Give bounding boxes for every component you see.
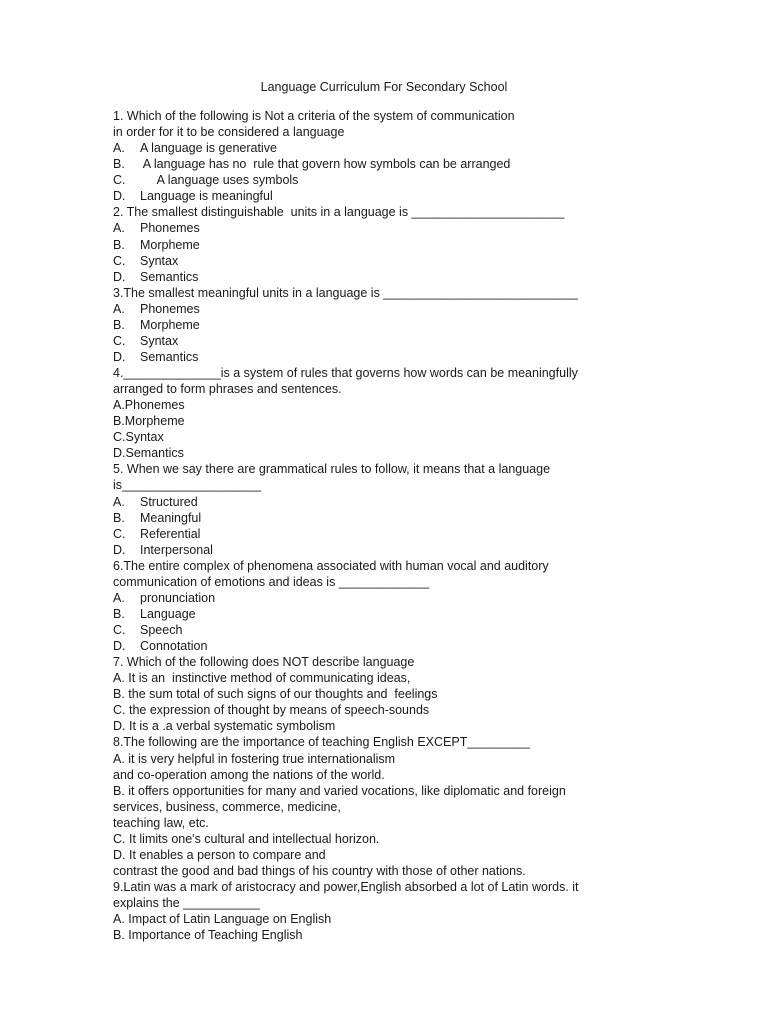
option-letter: D. — [113, 639, 126, 654]
option-letter: C. — [113, 623, 126, 637]
option-text: Referential — [140, 526, 201, 541]
option-text: Syntax — [140, 253, 179, 268]
option-letter: B. — [113, 606, 125, 621]
option-text: Phonemes — [140, 221, 200, 236]
question-8-option-a-cont: and co-operation among the nations of the world. — [113, 767, 385, 782]
option-letter: C. — [113, 526, 126, 541]
question-6-option-b — [113, 606, 673, 622]
question-3-text: 3.The smallest meaningful units in a language is ____________________________ — [113, 285, 578, 300]
option-letter: D. — [113, 542, 126, 557]
question-3-option-d — [113, 349, 673, 365]
question-2-option-b — [113, 237, 673, 253]
option-text: Syntax — [140, 333, 179, 348]
question-5-text: 5. When we say there are grammatical rules to follow, it means that a language — [113, 462, 551, 477]
option-letter: B. — [113, 237, 125, 252]
question-8-text: 8.The following are the importance of teaching English EXCEPT_________ — [113, 735, 530, 750]
question-6-option-a — [113, 590, 673, 606]
option-text: Connotation — [140, 639, 208, 654]
option-text: Language — [140, 606, 196, 621]
option-text: Semantics — [140, 349, 199, 364]
question-list — [113, 108, 673, 943]
question-4-option-a: A.Phonemes — [113, 398, 185, 413]
question-8-option-c: C. It limits one's cultural and intellectual horizon. — [113, 831, 380, 846]
question-5-option-a — [113, 494, 673, 510]
question-7-option-d: D. It is a .a verbal systematic symbolism — [113, 719, 336, 734]
option-letter: A. — [113, 590, 125, 605]
question-8-option-d: D. It enables a person to compare and — [113, 847, 326, 862]
option-text: Meaningful — [140, 510, 202, 525]
question-4-option-c: C.Syntax — [113, 430, 164, 445]
question-5-text-cont: is____________________ — [113, 478, 262, 493]
option-text: Language is meaningful — [140, 189, 273, 204]
document-title: Language Curriculum For Secondary School — [260, 80, 508, 94]
question-7-text: 7. Which of the following does NOT describe language — [113, 655, 415, 670]
question-8-option-d-cont: contrast the good and bad things of his country with those of other nations. — [113, 863, 526, 878]
option-letter: B. — [113, 317, 125, 332]
question-2-option-a — [113, 220, 673, 236]
option-letter: D. — [113, 189, 126, 204]
option-text: Phonemes — [140, 301, 200, 316]
question-3-option-c — [113, 333, 673, 349]
option-text: Interpersonal — [140, 542, 213, 557]
option-text: Semantics — [140, 269, 199, 284]
option-text: A language is generative — [140, 141, 277, 156]
question-5-option-c — [113, 526, 673, 542]
option-letter: C. — [113, 253, 126, 268]
option-letter: B. — [113, 510, 125, 525]
question-6-text: 6.The entire complex of phenomena associated with human vocal and auditory — [113, 558, 549, 573]
option-letter: B. — [113, 157, 125, 172]
question-6-option-c — [113, 622, 673, 638]
option-letter: D. — [113, 349, 126, 364]
option-text: Morpheme — [140, 317, 200, 332]
question-7-option-b: B. the sum total of such signs of our thoughts and feelings — [113, 687, 438, 702]
option-letter: A. — [113, 494, 125, 509]
question-9-option-b: B. Importance of Teaching English — [113, 928, 303, 943]
option-text: pronunciation — [140, 590, 216, 605]
question-1-text: 1. Which of the following is Not a criteria of the system of communication — [113, 109, 515, 123]
question-8-option-b-cont-2: teaching law, etc. — [113, 815, 209, 830]
question-1-option-c — [113, 172, 673, 188]
question-9-option-a: A. Impact of Latin Language on English — [113, 912, 332, 927]
question-8-option-b-cont: services, business, commerce, medicine, — [113, 799, 341, 814]
question-1-text-cont: in order for it to be considered a language — [113, 125, 345, 140]
question-7-option-c: C. the expression of thought by means of speech-sounds — [113, 703, 430, 718]
option-text: Morpheme — [140, 237, 200, 252]
option-text: A language uses symbols — [140, 173, 299, 188]
question-1-option-d — [113, 188, 673, 204]
question-6-text-cont: communication of emotions and ideas is _____________ — [113, 574, 430, 589]
option-text: Speech — [140, 623, 183, 637]
question-4-option-d: D.Semantics — [113, 446, 184, 461]
question-1-option-a — [113, 140, 673, 156]
option-letter: A. — [113, 221, 125, 236]
question-8-option-b: B. it offers opportunities for many and varied vocations, like diplomatic and foreign — [113, 783, 566, 798]
question-5-option-d — [113, 542, 673, 558]
question-9-text-cont: explains the ___________ — [113, 896, 260, 911]
question-4-option-b: B.Morpheme — [113, 414, 185, 429]
question-3-option-a — [113, 301, 673, 317]
question-3-option-b — [113, 317, 673, 333]
question-8-option-a: A. it is very helpful in fostering true internationalism — [113, 751, 396, 766]
question-4-text: 4.______________is a system of rules that governs how words can be meaningfully — [113, 366, 578, 380]
question-2-text: 2. The smallest distinguishable units in a language is ______________________ — [113, 205, 565, 220]
option-text: A language has no rule that govern how symbols can be arranged — [140, 157, 511, 172]
option-letter: C. — [113, 333, 126, 348]
option-letter: A. — [113, 141, 125, 156]
question-7-option-a: A. It is an instinctive method of communicating ideas, — [113, 671, 411, 686]
question-2-option-d — [113, 269, 673, 285]
question-6-option-d — [113, 638, 673, 654]
option-letter: C. — [113, 173, 126, 188]
question-5-option-b — [113, 510, 673, 526]
option-text: Structured — [140, 494, 198, 509]
question-9-text: 9.Latin was a mark of aristocracy and power,English absorbed a lot of Latin words. it — [113, 880, 579, 894]
option-letter: A. — [113, 301, 125, 316]
question-1-option-b — [113, 156, 673, 172]
question-4-text-cont: arranged to form phrases and sentences. — [113, 382, 342, 397]
question-2-option-c — [113, 253, 673, 269]
option-letter: D. — [113, 269, 126, 284]
